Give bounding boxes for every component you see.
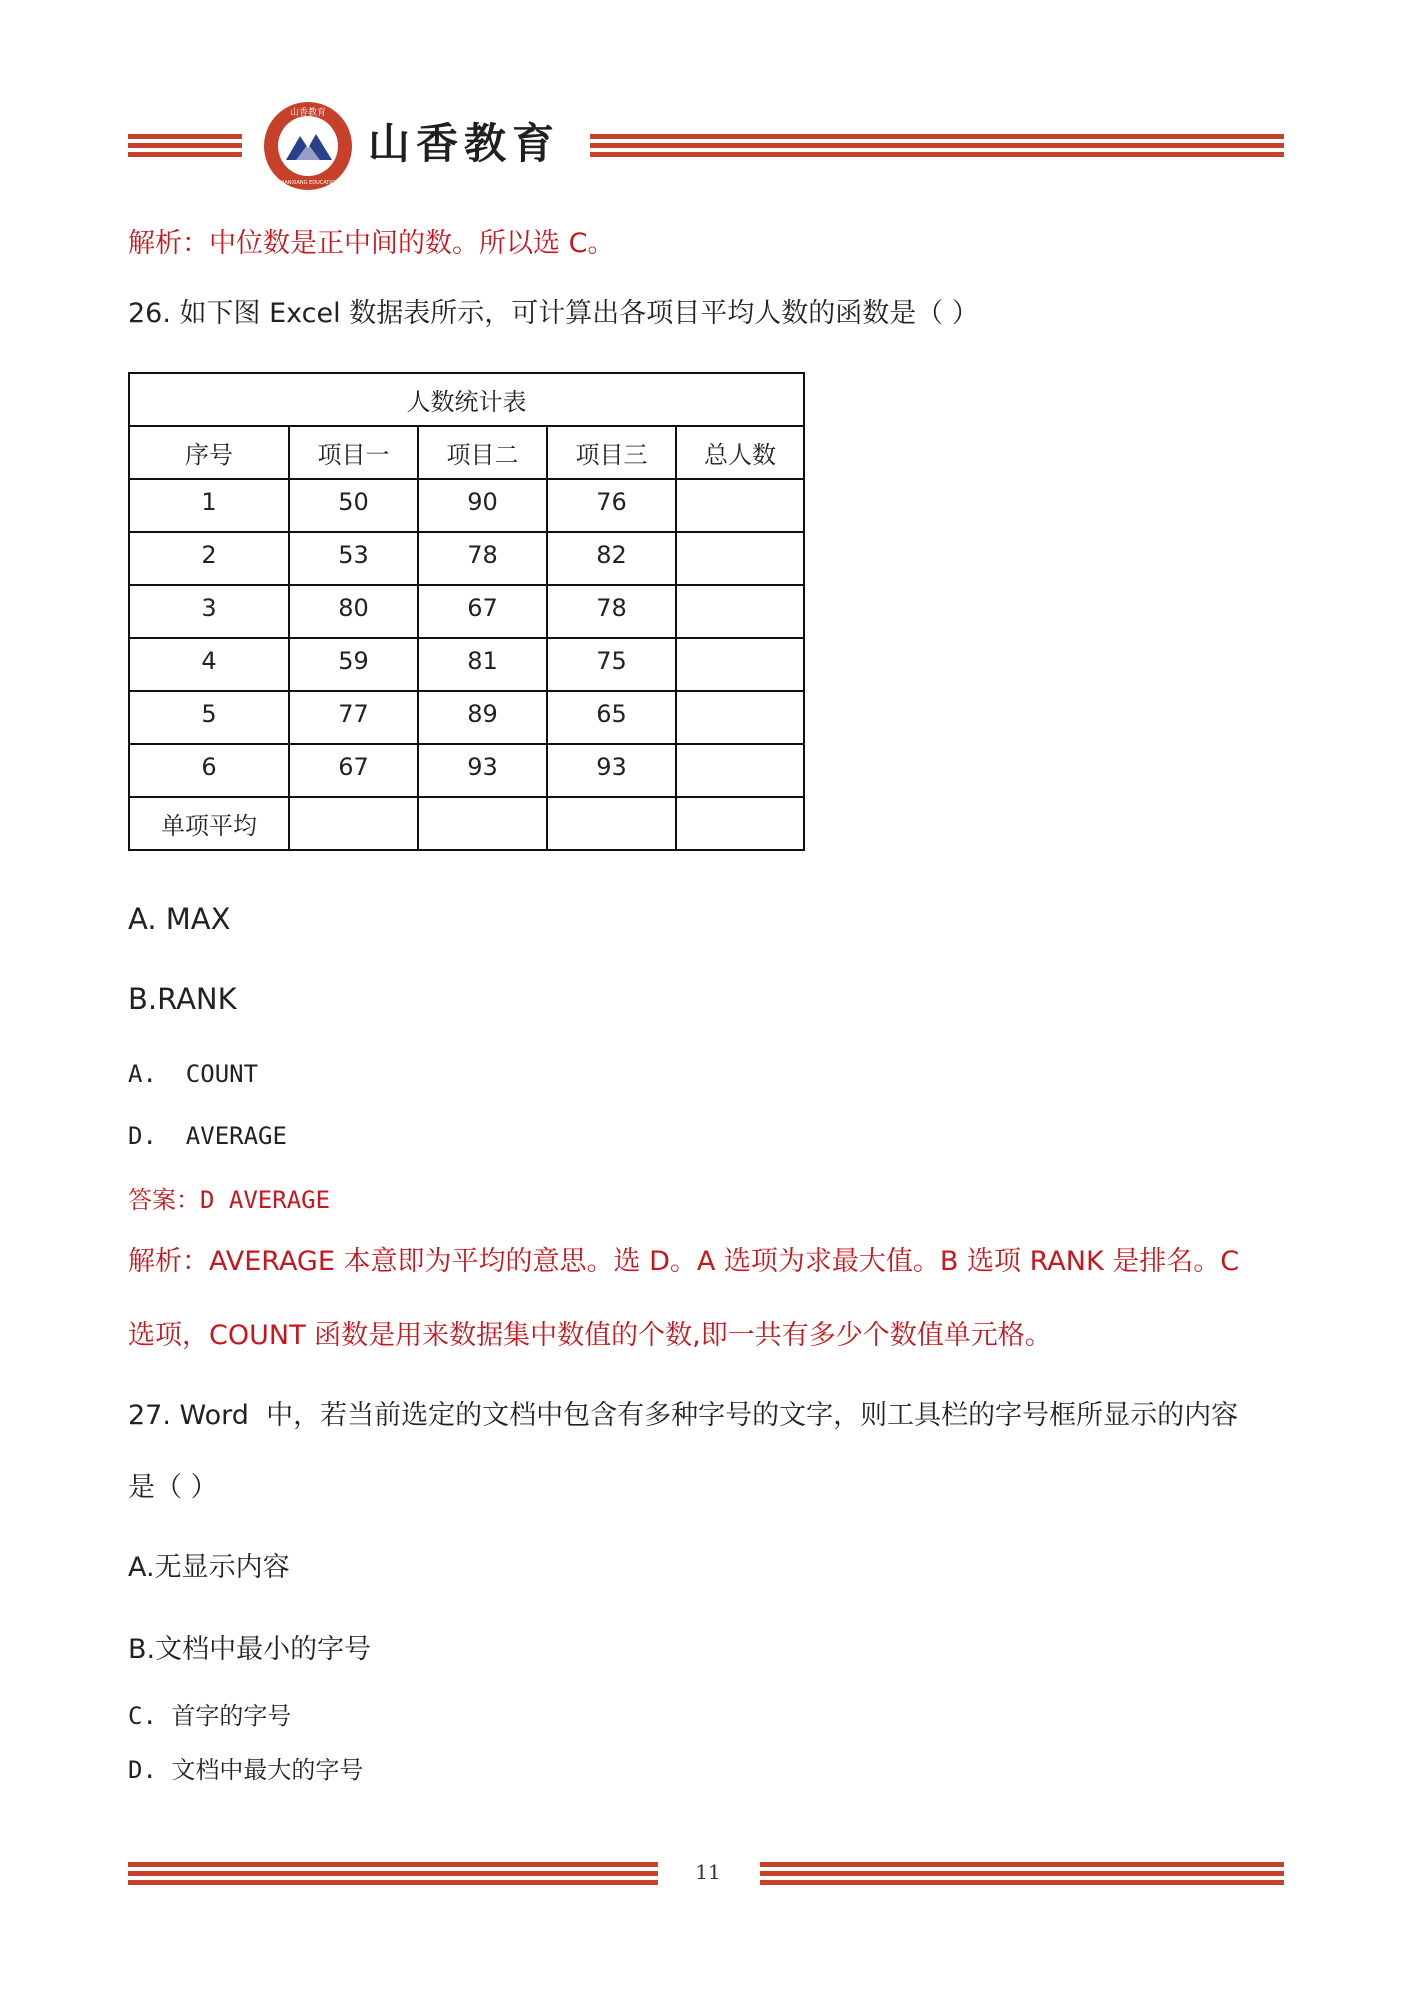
logo-icon — [262, 100, 354, 192]
svg-text:SHANXIANG EDUCATION: SHANXIANG EDUCATION — [277, 180, 339, 186]
option-d: D. AVERAGE — [128, 1122, 287, 1150]
table-cell: 78 — [547, 585, 676, 638]
table-cell: 76 — [547, 479, 676, 532]
analysis-line-2: 选项，COUNT 函数是用来数据集中数值的个数,即一共有多少个数值单元格。 — [128, 1320, 1052, 1351]
table-cell: 5 — [129, 691, 289, 744]
table-cell: 53 — [289, 532, 418, 585]
table-header-cell: 序号 — [129, 426, 289, 479]
q27-option-a: A.无显示内容 — [128, 1552, 290, 1583]
table-cell: 4 — [129, 638, 289, 691]
prev-analysis: 解析：中位数是正中间的数。所以选 C。 — [128, 228, 615, 259]
table-header-cell: 总人数 — [676, 426, 804, 479]
table-row — [129, 479, 804, 532]
table-cell — [676, 585, 804, 638]
table-cell: 6 — [129, 744, 289, 797]
table-cell: 2 — [129, 532, 289, 585]
table-row — [129, 532, 804, 585]
table-cell — [418, 797, 547, 850]
footer-stripes-right — [760, 1862, 1284, 1887]
header-stripes-right — [590, 134, 1284, 159]
table-footer-label: 单项平均 — [129, 797, 289, 850]
table-cell: 82 — [547, 532, 676, 585]
table-cell: 89 — [418, 691, 547, 744]
table-cell — [676, 797, 804, 850]
q27-option-d: D. 文档中最大的字号 — [128, 1756, 364, 1784]
table-cell — [676, 691, 804, 744]
table-row — [129, 744, 804, 797]
question-27-stem-line-2: 是（ ） — [128, 1472, 218, 1503]
table-row — [129, 585, 804, 638]
table-row — [129, 638, 804, 691]
table-cell — [547, 797, 676, 850]
table-cell: 77 — [289, 691, 418, 744]
table-cell: 3 — [129, 585, 289, 638]
table-cell — [676, 479, 804, 532]
table-header-row — [129, 426, 804, 479]
table-cell: 81 — [418, 638, 547, 691]
table-header-cell: 项目三 — [547, 426, 676, 479]
table-cell — [289, 797, 418, 850]
header-stripes-left — [128, 134, 242, 159]
table-header-cell: 项目一 — [289, 426, 418, 479]
table-cell: 78 — [418, 532, 547, 585]
question-27-stem-line-1: 27. Word 中，若当前选定的文档中包含有多种字号的文字，则工具栏的字号框所显示的内容 — [128, 1400, 1239, 1431]
table-cell — [676, 532, 804, 585]
answer: 答案：D AVERAGE — [128, 1186, 331, 1214]
table-cell: 80 — [289, 585, 418, 638]
table-cell: 65 — [547, 691, 676, 744]
table-title: 人数统计表 — [129, 373, 804, 426]
table-cell: 75 — [547, 638, 676, 691]
table-cell — [676, 638, 804, 691]
data-table — [128, 372, 805, 851]
q27-option-c: C. 首字的字号 — [128, 1702, 292, 1730]
table-cell: 93 — [418, 744, 547, 797]
footer-stripes-left — [128, 1862, 658, 1887]
svg-text:山香教育: 山香教育 — [289, 108, 327, 118]
q27-option-b: B.文档中最小的字号 — [128, 1634, 372, 1665]
table-footer-row — [129, 797, 804, 850]
brand-name: 山香教育 — [368, 119, 561, 168]
table-cell: 93 — [547, 744, 676, 797]
question-26-stem: 26. 如下图 Excel 数据表所示，可计算出各项目平均人数的函数是（ ） — [128, 298, 979, 329]
table-cell: 67 — [418, 585, 547, 638]
page-number: 11 — [695, 1860, 721, 1884]
table-row — [129, 691, 804, 744]
option-b: B.RANK — [128, 982, 237, 1016]
table-cell: 59 — [289, 638, 418, 691]
table-cell: 90 — [418, 479, 547, 532]
table-cell: 1 — [129, 479, 289, 532]
table-cell — [676, 744, 804, 797]
option-c: A. COUNT — [128, 1060, 259, 1088]
analysis-line-1: 解析：AVERAGE 本意即为平均的意思。选 D。A 选项为求最大值。B 选项 RANK 是排名。C — [128, 1246, 1240, 1277]
option-a: A. MAX — [128, 902, 231, 936]
table-cell: 67 — [289, 744, 418, 797]
table-header-cell: 项目二 — [418, 426, 547, 479]
table-cell: 50 — [289, 479, 418, 532]
